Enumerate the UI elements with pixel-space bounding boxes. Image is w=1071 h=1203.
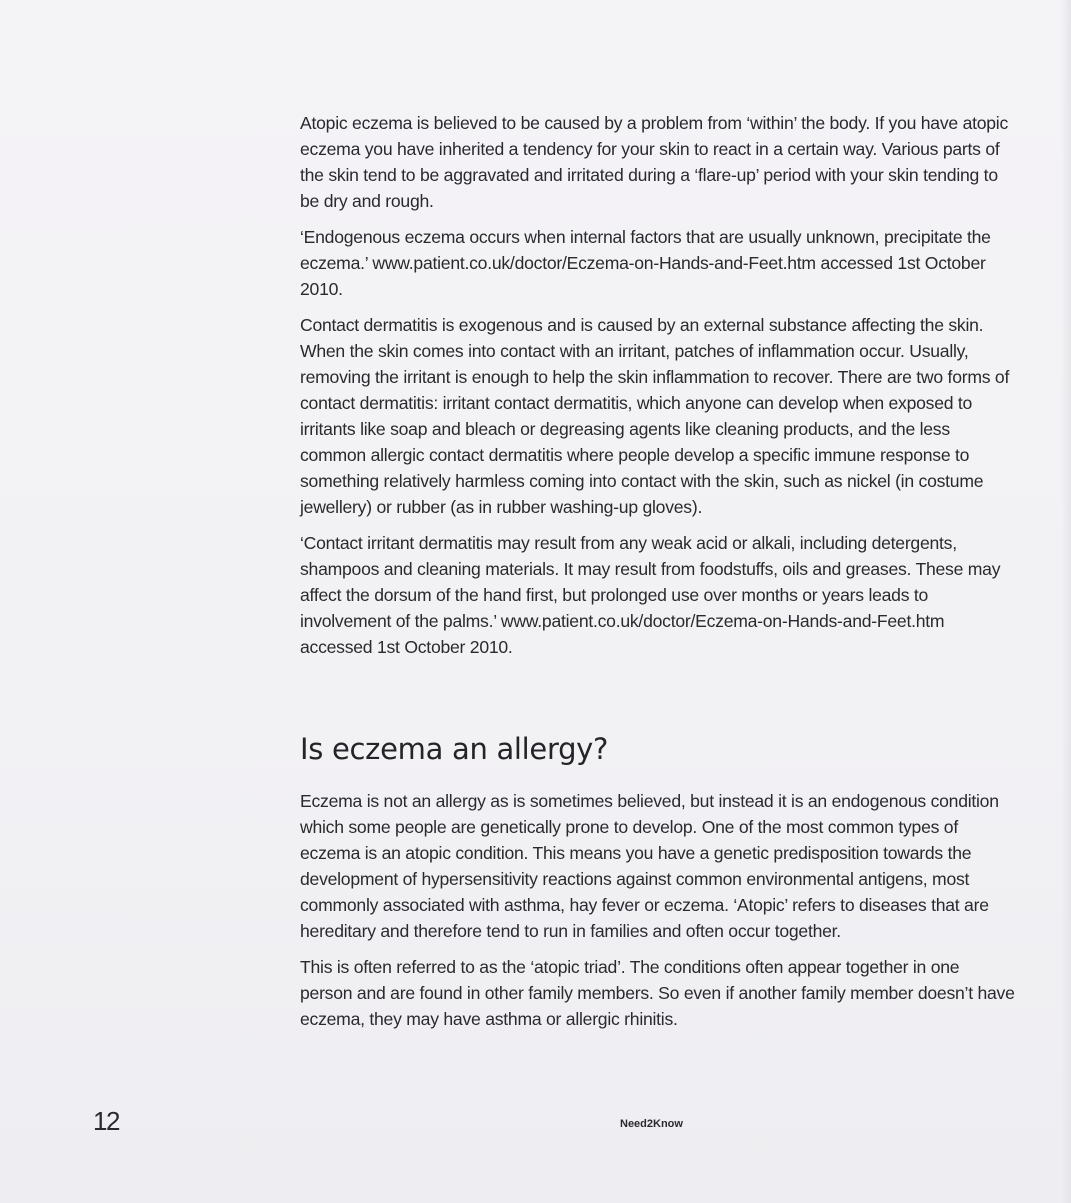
paragraph-not-allergy: Eczema is not an allergy as is sometimes believed, but instead it is an endogenous condition which some people are genetically prone to develop. One of the most common types of eczema is an atopic condition. This means you have a genetic predisposition towards the development of hypersensitivity reactions against common environmental antigens, most commonly associated with asthma, hay fever or eczema. ‘Atopic’ refers to diseases that are hereditary and therefore tend to run in families and often occur together. [300,791,999,941]
intro-text-block [300,110,1015,670]
footer-brand: Need2Know [620,1118,683,1130]
paragraph-atopic-eczema: Atopic eczema is believed to be caused by a problem from ‘within’ the body. If you have atopic eczema you have inherited a tendency for your skin to react in a certain way. Various parts of the skin tend to be aggravated and irritated during a ‘flare-up’ period with your skin tending to be dry and rough. [300,113,1009,211]
paragraph-contact-dermatitis: Contact dermatitis is exogenous and is caused by an external substance affecting the skin. When the skin comes into contact with an irritant, patches of inflammation occur. Usually, removing the irritant is enough to help the skin inflammation to recover. There are two forms of contact dermatitis: irritant contact dermatitis, which anyone can develop when exposed to irritants like soap and bleach or degreasing agents like cleaning products, and the less common allergic contact dermatitis where people develop a specific immune response to something relatively harmless coming into contact with the skin, such as nickel (in costume jewellery) or rubber (as in rubber washing-up gloves). [300,315,1010,517]
page-edge-shadow [1061,0,1071,1203]
allergy-text-block [300,788,1015,1042]
paragraph-endogenous-quote: ‘Endogenous eczema occurs when internal factors that are usually unknown, precipitate the eczema.’ www.patient.co.uk/doctor/Eczema-on-Hands-and-Feet.htm accessed 1st October 2010. [300,227,991,299]
section-heading: Is eczema an allergy? [300,732,609,766]
page-number: 12 [93,1106,119,1136]
paragraph-contact-irritant-quote: ‘Contact irritant dermatitis may result from any weak acid or alkali, including detergents, shampoos and cleaning materials. It may result from foodstuffs, oils and greases. These may affect the dorsum of the hand first, but prolonged use over months or years leads to involvement of the palms.’ www.patient.co.uk/doctor/Eczema-on-Hands-and-Feet.htm accessed 1st October 2010. [300,533,1001,657]
paragraph-atopic-triad: This is often referred to as the ‘atopic triad’. The conditions often appear together in one person and are found in other family members. So even if another family member doesn’t have eczema, they may have asthma or allergic rhinitis. [300,957,1015,1029]
